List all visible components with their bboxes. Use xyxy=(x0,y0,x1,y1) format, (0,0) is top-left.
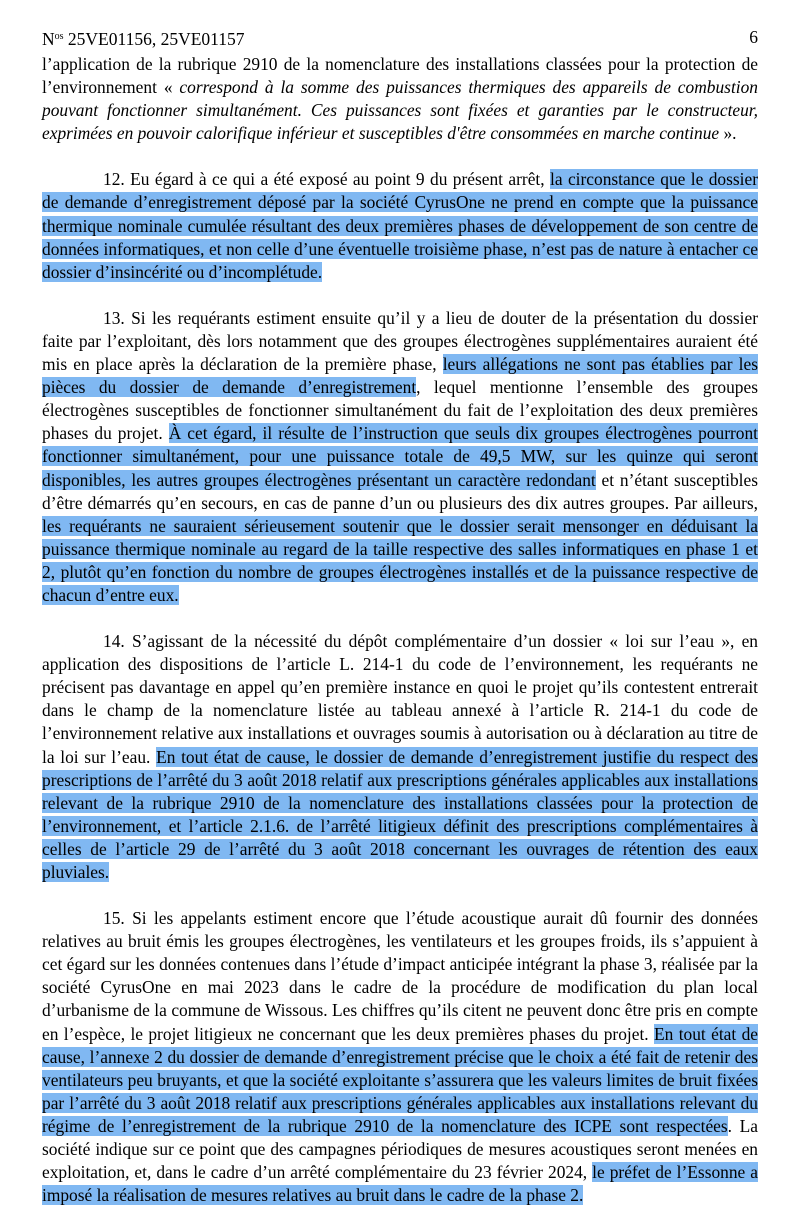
page-header xyxy=(42,26,758,53)
paragraph-13: 13. Si les requérants estiment ensuite qu’il y a lieu de douter de la présentation du dossier faite par l’exploitant, dès lors notamment que des groupes électrogènes supplémentaires auraient été mis en place après la déclaration de la première phase, leurs allégations ne sont pas établies par les pièces du dossier de demande d’enregistrement, lequel mentionne l’ensemble des groupes électrogènes susceptibles de fonctionner simultanément du fait de l’exploitation des deux premières phases du projet. À cet égard, il résulte de l’instruction que seuls dix groupes électrogènes pourront fonctionner simultanément, pour une puissance totale de 49,5 MW, sur les quinze qui seront disponibles, les autres groupes électrogènes présentant un caractère redondant et n’étant susceptibles d’être démarrés qu’en secours, en cas de panne d’un ou plusieurs des dix autres groupes. Par ailleurs, les requérants ne sauraient sérieusement soutenir que le dossier serait mensonger en déduisant la puissance thermique nominale au regard de la taille respective des salles informatiques en phase 1 et 2, plutôt qu’en fonction du nombre de groupes électrogènes installés et de la puissance respective de chacun d’entre eux. xyxy=(42,307,759,605)
case-reference: $N^{os}$ 25VE01156, 25VE01157 xyxy=(42,29,245,49)
highlighted-passage: En tout état de cause, l’annexe 2 du dossier de demande d’enregistrement précise que le choix a été fait de retenir des ventilateurs peu bruyants, et que la société exploitante s’assurera que les valeurs limites de bruit fixées par l’arrêté du 3 août 2018 relatif aux prescriptions générales applicables aux installations relevant du régime de l’enregistrement de la rubrique 2910 de la nomenclature des ICPE sont respectées xyxy=(42,1023,758,1136)
quoted-definition: correspond à la somme des puissances thermiques des appareils de combustion pouvant fonctionner simultanément. Ces puissances sont fixées et garanties par le constructeur, exprimées en pouvoir calorifique inférieur et susceptibles d'être consommées en marche continue xyxy=(42,77,758,144)
highlighted-passage: la circonstance que le dossier de demande d’enregistrement déposé par la société CyrusOne ne prend en compte que la puissance thermique nominale cumulée résultant des deux premières phases de développement de son centre de données informatiques, et non celle d’une éventuelle troisième phase, n’est pas de nature à entacher ce dossier d’insincérité ou d’incomplétude. xyxy=(42,169,758,282)
page-number: 6 xyxy=(749,27,758,47)
highlighted-passage: les requérants ne sauraient sérieusement soutenir que le dossier serait mensonger en déduisant la puissance thermique nominale au regard de la taille respective des salles informatiques en phase 1 et 2, plutôt qu’en fonction du nombre de groupes électrogènes installés et de la puissance respective de chacun d’entre eux. xyxy=(42,515,758,605)
highlighted-passage: À cet égard, il résulte de l’instruction que seuls dix groupes électrogènes pourront fonctionner simultanément, pour une puissance totale de 49,5 MW, sur les quinze qui seront disponibles, les autres groupes électrogènes présentant un caractère redondant xyxy=(42,423,759,490)
paragraph-12: 12. Eu égard à ce qui a été exposé au point 9 du présent arrêt, la circonstance que le dossier de demande d’enregistrement déposé par la société CyrusOne ne prend en compte que la puissance thermique nominale cumulée résultant des deux premières phases de développement de son centre de données informatiques, et non celle d’une éventuelle troisième phase, n’est pas de nature à entacher ce dossier d’insincérité ou d’incomplétude. xyxy=(42,169,758,282)
highlighted-passage: le préfet de l’Essonne a imposé la réalisation de mesures relatives au bruit dans le cadre de la phase 2. xyxy=(42,1162,758,1206)
paragraph-continuation: l’application de la rubrique 2910 de la nomenclature des installations classées pour la protection de l’environnement « correspond à la somme des puissances thermiques des appareils de combustion pouvant fonctionner simultanément. Ces puissances sont fixées et garanties par le constructeur, exprimées en pouvoir calorifique inférieur et susceptibles d'être consommées en marche continue ». xyxy=(42,54,758,144)
highlighted-passage: leurs allégations ne sont pas établies par les pièces du dossier de demande d’enregistrement xyxy=(42,354,758,398)
highlighted-passage: En tout état de cause, le dossier de demande d’enregistrement justifie du respect des prescriptions de l’arrêté du 3 août 2018 relatif aux prescriptions générales applicables aux installations relevant de la rubrique 2910 de la nomenclature des installations classées pour la protection de l’environnement, et l’article 2.1.6. de l’arrêté litigieux définit des prescriptions complémentaires à celles de l’article 29 de l’arrêté du 3 août 2018 concernant les ouvrages de rétention des eaux pluviales. xyxy=(42,746,758,882)
paragraph-15: 15. Si les appelants estiment encore que l’étude acoustique aurait dû fournir des données relatives au bruit émis les groupes électrogènes, les ventilateurs et les groupes froids, ils s’appuient à cet égard sur les données contenues dans l’étude d’impact anticipée intégrant la phase 3, réalisée par la société CyrusOne en mai 2023 dans le cadre de la procédure de modification du plan local d’urbanisme de la commune de Wissous. Les chiffres qu’ils citent ne peuvent donc être pris en compte en l’espèce, le projet litigieux ne concernant que les deux premières phases du projet. En tout état de cause, l’annexe 2 du dossier de demande d’enregistrement précise que le choix a été fait de retenir des ventilateurs peu bruyants, et que la société exploitante s’assurera que les valeurs limites de bruit fixées par l’arrêté du 3 août 2018 relatif aux prescriptions générales applicables aux installations relevant du régime de l’enregistrement de la rubrique 2910 de la nomenclature des ICPE sont respectées. La société indique sur ce point que des campagnes périodiques de mesures acoustiques seront menées en exploitation, et, dans le cadre d’un arrêté complémentaire du 23 février 2024, le préfet de l’Essonne a imposé la réalisation de mesures relatives au bruit dans le cadre de la phase 2. xyxy=(42,908,758,1206)
paragraph-14: 14. S’agissant de la nécessité du dépôt complémentaire d’un dossier « loi sur l’eau », en application des dispositions de l’article L. 214-1 du code de l’environnement, les requérants ne précisent pas davantage en appel qu’en première instance en quoi le projet qu’ils contestent entrerait dans le champ de la nomenclature listée au tableau annexé à l’article R. 214-1 du code de l’environnement relative aux installations et ouvrages soumis à autorisation ou à déclaration au titre de la loi sur l’eau. En tout état de cause, le dossier de demande d’enregistrement justifie du respect des prescriptions de l’arrêté du 3 août 2018 relatif aux prescriptions générales applicables aux installations relevant de la rubrique 2910 de la nomenclature des installations classées pour la protection de l’environnement, et l’article 2.1.6. de l’arrêté litigieux définit des prescriptions complémentaires à celles de l’article 29 de l’arrêté du 3 août 2018 concernant les ouvrages de rétention des eaux pluviales. xyxy=(42,631,758,882)
